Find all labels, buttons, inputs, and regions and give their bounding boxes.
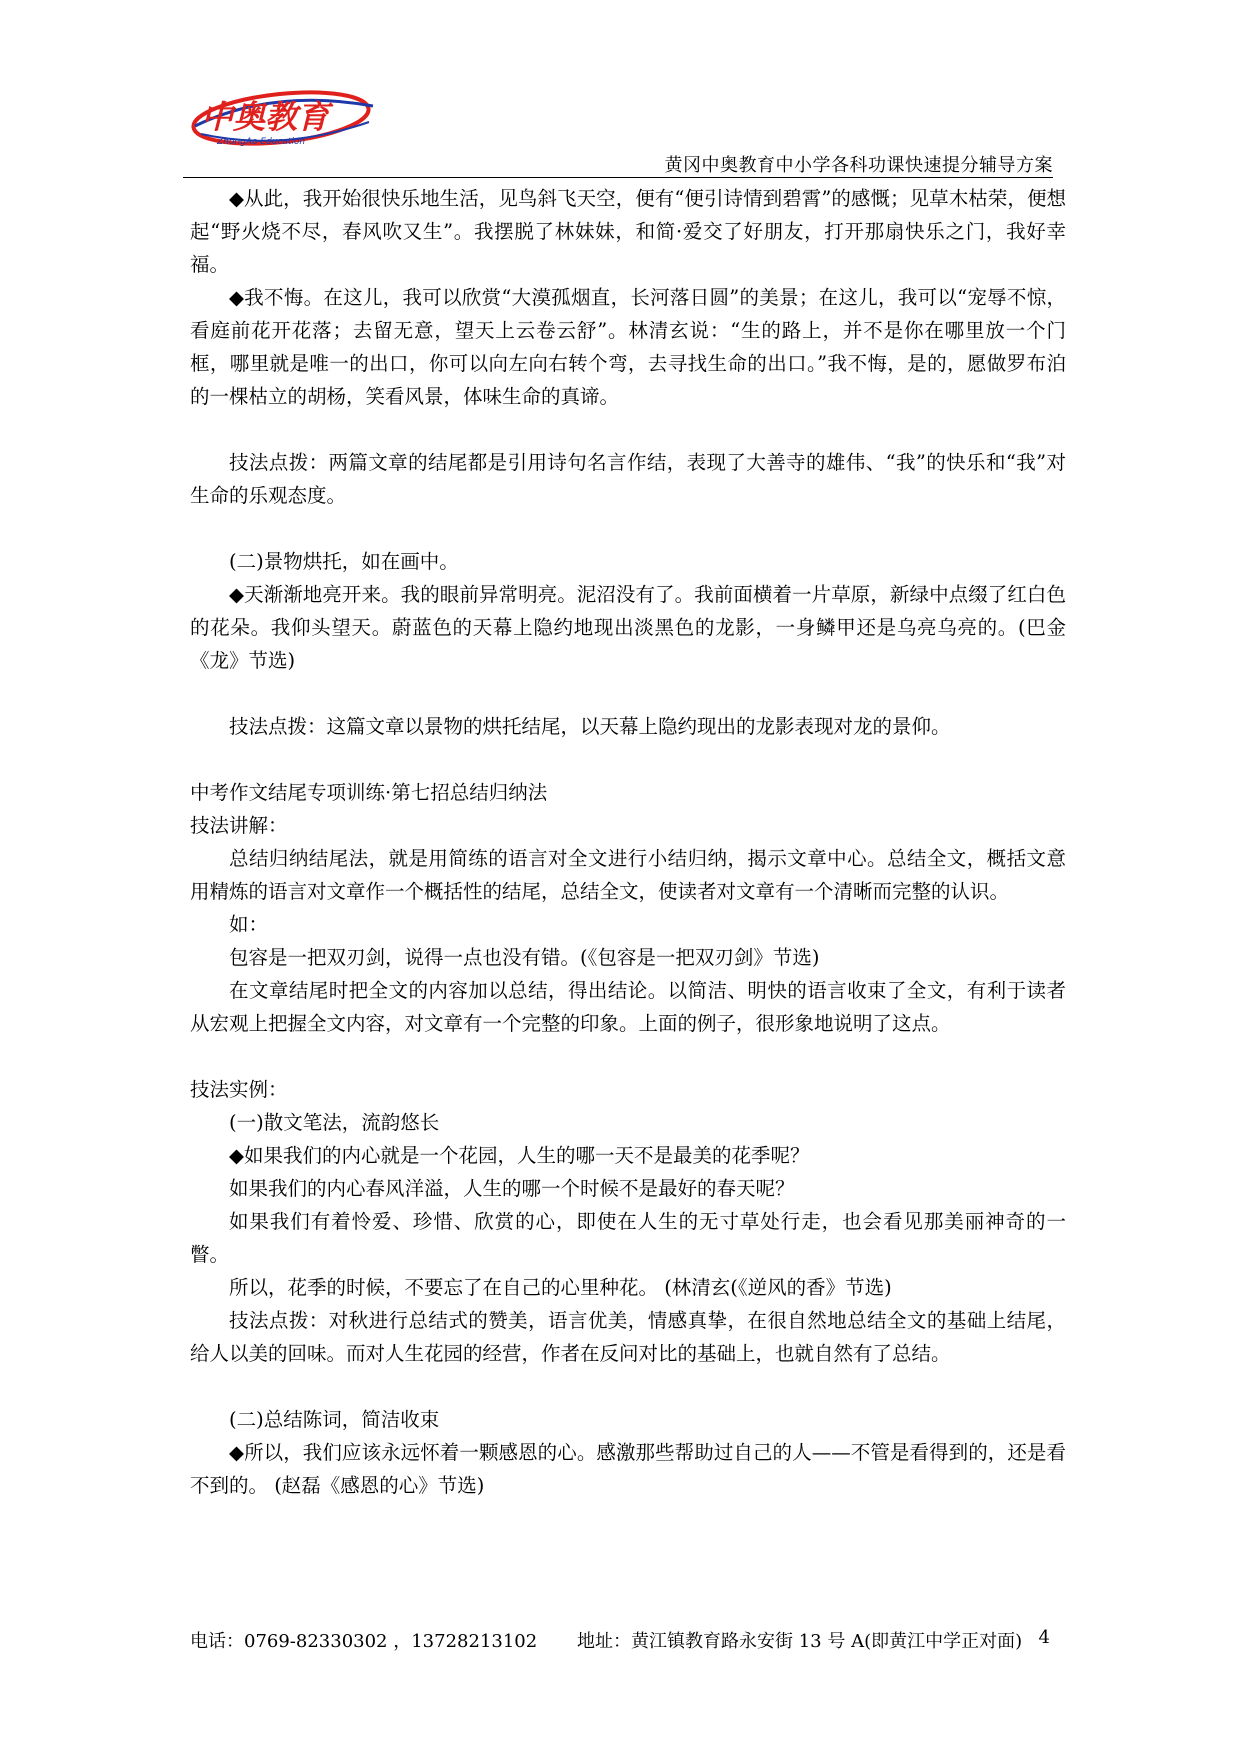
document-body bbox=[190, 182, 1066, 1502]
section-label: 技法讲解： bbox=[190, 814, 288, 837]
technique-note: 技法点拨：对秋进行总结式的赞美，语言优美，情感真挚，在很自然地总结全文的基础上结尾，给人以美的回味。而对人生花园的经营，作者在反问对比的基础上，也就自然有了总结。 bbox=[190, 1309, 1066, 1365]
section-heading: (二)总结陈词，简洁收束 bbox=[229, 1408, 440, 1431]
technique-note: 技法点拨：两篇文章的结尾都是引用诗句名言作结，表现了大善寺的雄伟、“我”的快乐和“我”对生命的乐观态度。 bbox=[190, 451, 1066, 507]
section-heading: (二)景物烘托，如在画中。 bbox=[229, 550, 459, 573]
paragraph: 包容是一把双刃剑，说得一点也没有错。(《包容是一把双刃剑》节选) bbox=[229, 946, 820, 969]
section-title: 中考作文结尾专项训练·第七招总结归纳法 bbox=[190, 781, 548, 804]
paragraph: ◆从此，我开始很快乐地生活，见鸟斜飞天空，便有“便引诗情到碧霄”的感慨；见草木枯荣，便想起“野火烧不尽，春风吹又生”。我摆脱了林妹妹，和简·爱交了好朋友，打开那扇快乐之门，我好幸福。 bbox=[190, 187, 1066, 276]
svg-text:ZhongAo Education: ZhongAo Education bbox=[217, 137, 306, 147]
svg-text:中奥教育: 中奥教育 bbox=[201, 98, 330, 136]
section-heading: (一)散文笔法，流韵悠长 bbox=[229, 1111, 440, 1134]
paragraph: ◆我不悔。在这儿，我可以欣赏“大漠孤烟直，长河落日圆”的美景；在这儿，我可以“宠辱不惊，看庭前花开花落；去留无意，望天上云卷云舒”。林清玄说：“生的路上，并不是你在哪里放一个门框，哪里就是唯一的出口，你可以向左向右转个弯，去寻找生命的出口。”我不悔，是的，愿做罗布泊的一棵枯立的胡杨，笑看风景，体味生命的真谛。 bbox=[190, 286, 1066, 408]
paragraph: ◆所以，我们应该永远怀着一颗感恩的心。感激那些帮助过自己的人——不管是看得到的，还是看不到的。 (赵磊《感恩的心》节选) bbox=[190, 1441, 1066, 1497]
footer-phone: 电话：0769-82330302 ，13728213102 bbox=[190, 1631, 538, 1652]
paragraph: 在文章结尾时把全文的内容加以总结，得出结论。以简洁、明快的语言收束了全文，有利于读者从宏观上把握全文内容，对文章有一个完整的印象。上面的例子，很形象地说明了这点。 bbox=[190, 979, 1066, 1035]
section-label: 技法实例： bbox=[190, 1078, 288, 1101]
paragraph: 如果我们的内心春风洋溢，人生的哪一个时候不是最好的春天呢？ bbox=[229, 1177, 795, 1200]
paragraph: 所以，花季的时候，不要忘了在自己的心里种花。 (林清玄(《逆风的香》节选) bbox=[229, 1276, 892, 1299]
paragraph: 如： bbox=[229, 913, 269, 936]
technique-note: 技法点拨：这篇文章以景物的烘托结尾，以天幕上隐约现出的龙影表现对龙的景仰。 bbox=[229, 715, 951, 738]
paragraph: ◆如果我们的内心就是一个花园，人生的哪一天不是最美的花季呢？ bbox=[229, 1144, 810, 1167]
header-rule bbox=[183, 177, 1053, 178]
zhongao-logo bbox=[183, 82, 383, 162]
page-number: 4 bbox=[1038, 1627, 1050, 1648]
paragraph: 如果我们有着怜爱、珍惜、欣赏的心，即使在人生的无寸草处行走，也会看见那美丽神奇的一瞥。 bbox=[190, 1210, 1066, 1266]
footer-address: 地址：黄江镇教育路永安街 13 号 A(即黄江中学正对面) bbox=[577, 1631, 1023, 1652]
header-subtitle: 黄冈中奥教育中小学各科功课快速提分辅导方案 bbox=[664, 155, 1053, 176]
paragraph: 总结归纳结尾法，就是用简练的语言对全文进行小结归纳，揭示文章中心。总结全文，概括文意用精炼的语言对文章作一个概括性的结尾，总结全文，使读者对文章有一个清晰而完整的认识。 bbox=[190, 847, 1066, 903]
paragraph: ◆天渐渐地亮开来。我的眼前异常明亮。泥沼没有了。我前面横着一片草原，新绿中点缀了红白色的花朵。我仰头望天。蔚蓝色的天幕上隐约地现出淡黑色的龙影，一身鳞甲还是乌亮乌亮的。(巴金《龙》节选) bbox=[190, 583, 1066, 672]
